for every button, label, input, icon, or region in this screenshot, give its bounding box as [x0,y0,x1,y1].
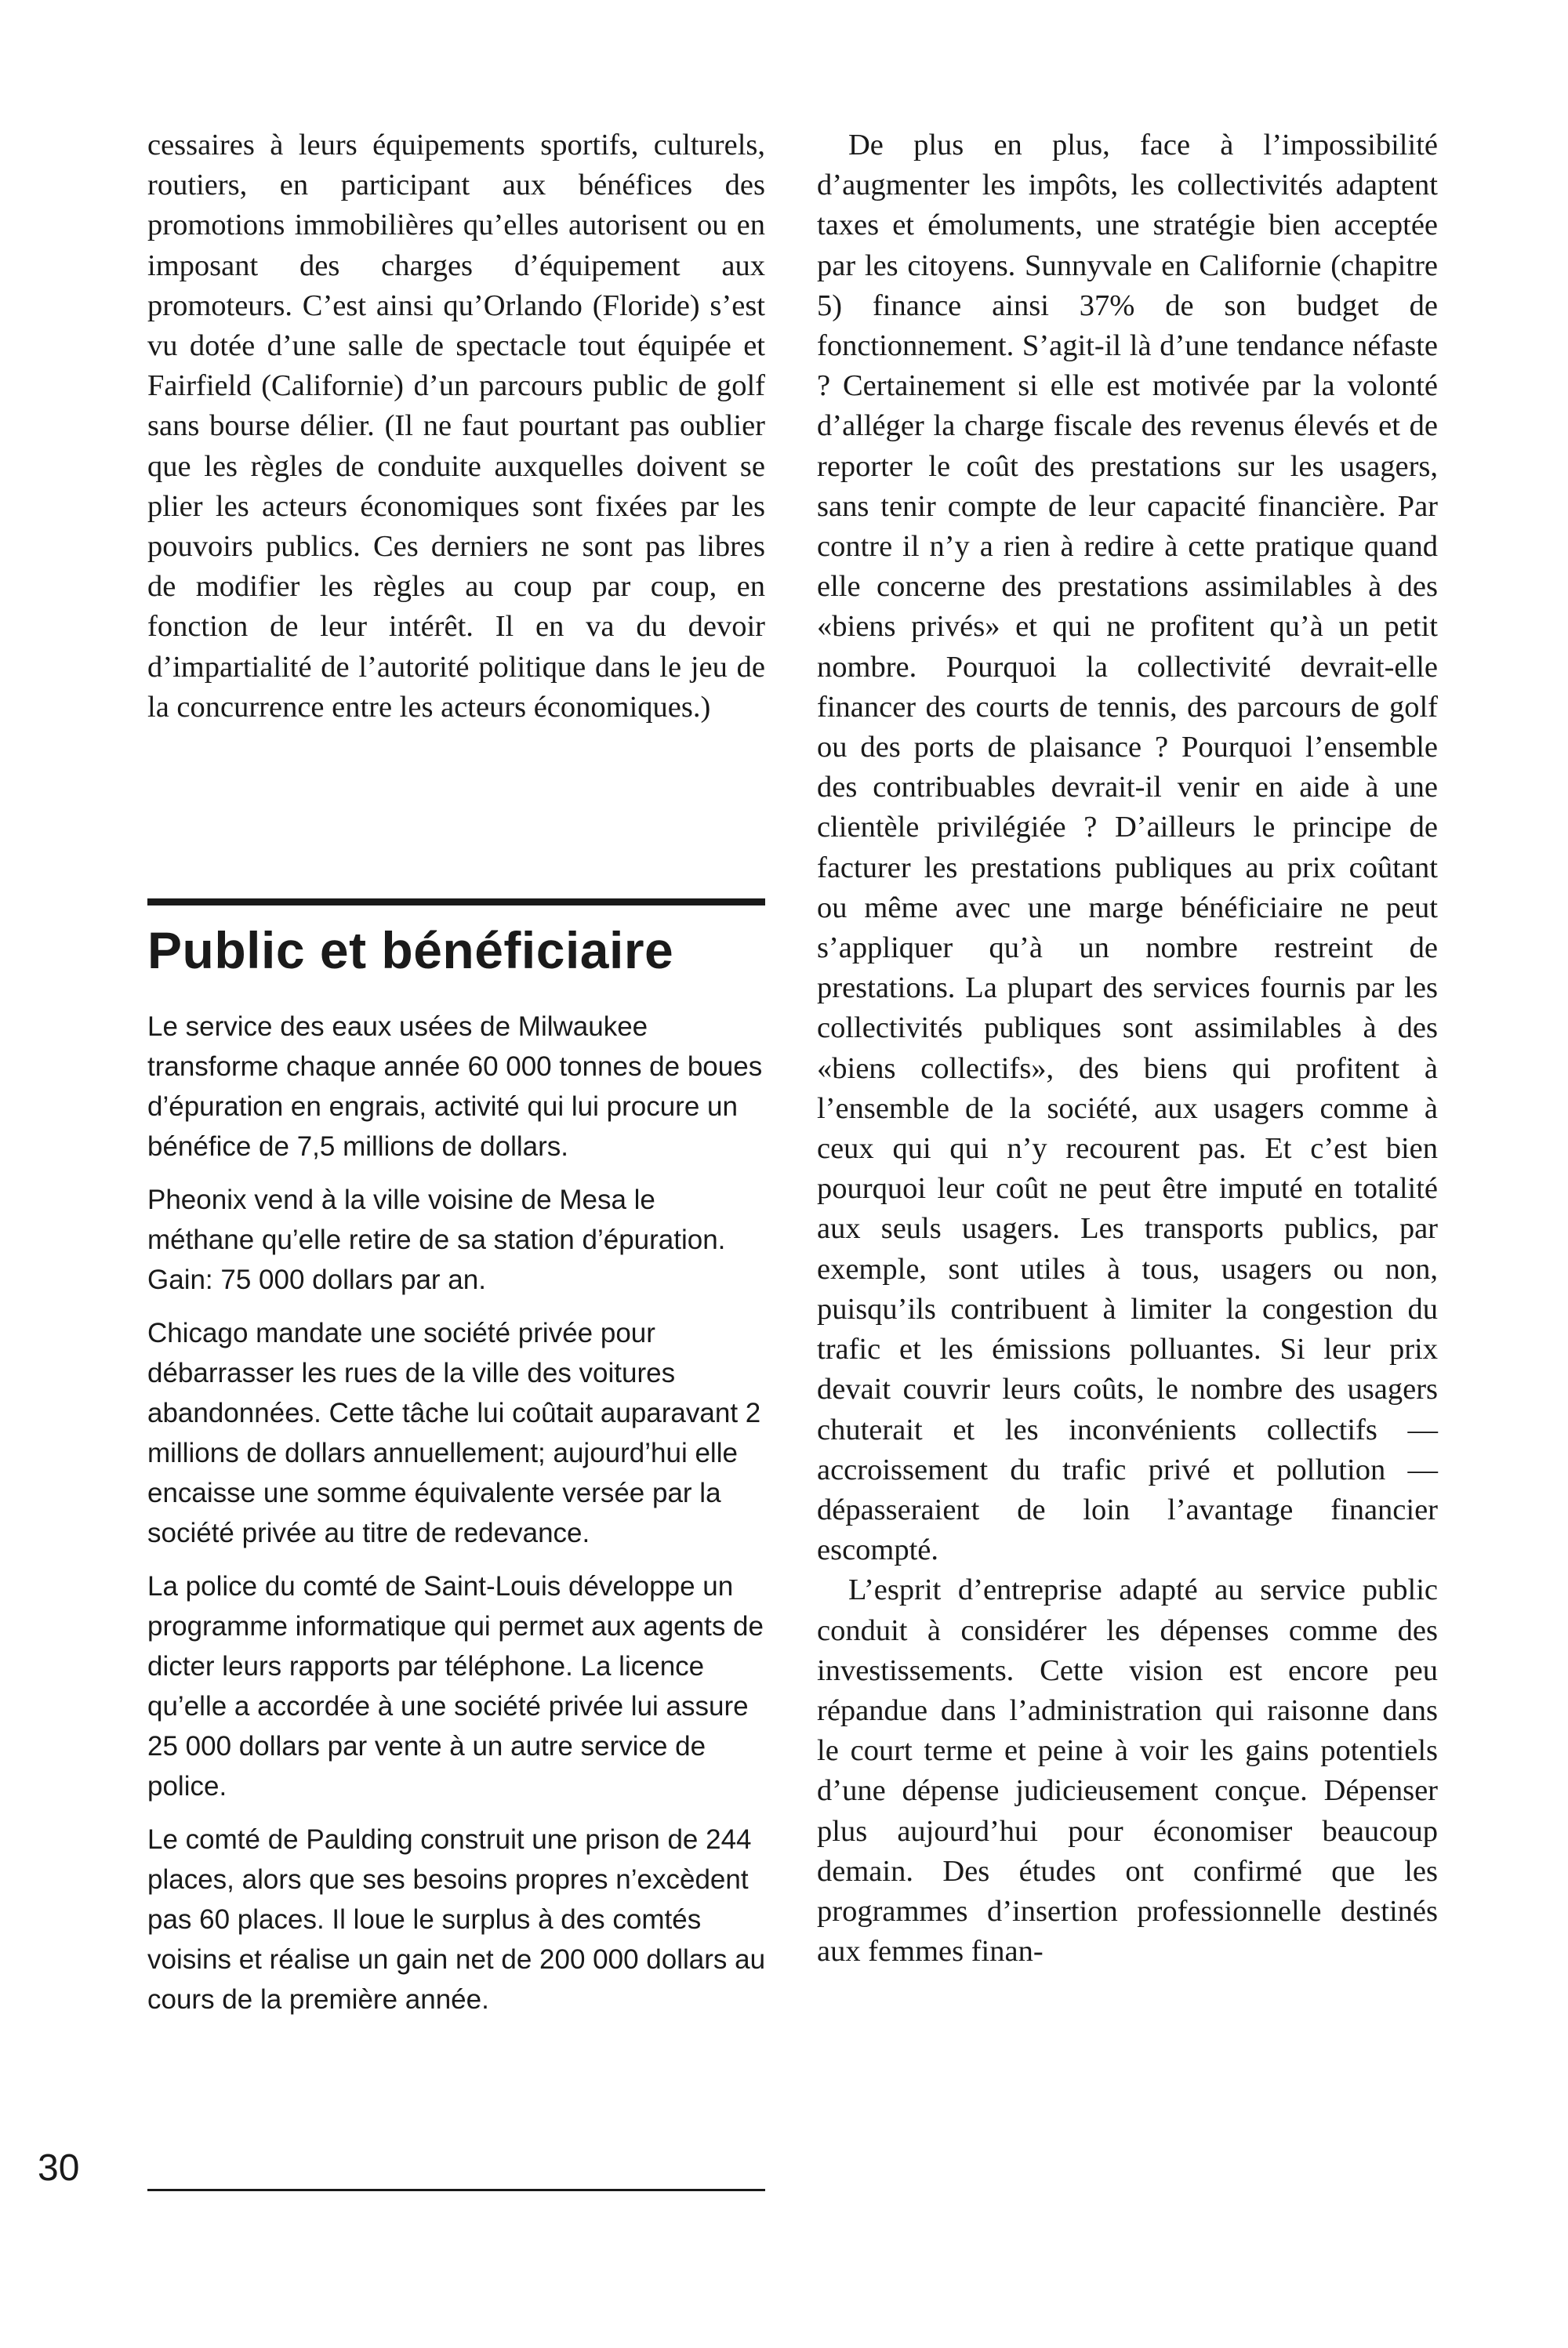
sidebar-top-rule [147,898,765,905]
body-paragraph: De plus en plus, face à l’impossibilité d’augmenter les impôts, les collectivités adaptent taxes et émoluments, une stratégie bien acceptée par les citoyens. Sunnyvale en Californie (chapitre 5) finance ainsi 37% de son budget de fonctionnement. S’agit-il là d’une tendance néfaste ? Certainement si elle est motivée par la volonté d’alléger la charge fiscale des revenus élevés et de reporter le coût des prestations sur les usagers, sans tenir compte de leur capacité financière. Par contre il n’y a rien à redire à cette pratique quand elle concerne des prestations assimilables à des «biens privés» et qui ne profitent qu’à un petit nombre. Pourquoi la collectivité devrait-elle financer des courts de tennis, des parcours de golf ou des ports de plaisance ? Pourquoi l’ensemble des contribuables devrait-il venir en aide à une clientèle privilégiée ? D’ailleurs le principe de facturer les prestations publiques au prix coûtant ou même avec une marge bénéficiaire ne peut s’appliquer qu’à un nombre restreint de prestations. La plupart des services fournis par les collectivités publiques sont assimilables à des «biens collectifs», des biens qui profitent à l’ensemble de la société, aux usagers comme à ceux qui qui n’y recourent pas. Et c’est bien pourquoi leur coût ne peut être imputé en totalité aux seuls usagers. Les transports publics, par exemple, sont utiles à tous, usagers ou non, puisqu’ils contribuent à limiter la congestion du trafic et les émissions polluantes. Si leur prix devait couvrir leurs coûts, le nombre des usagers chuterait et les inconvénients collectifs — accroissement du trafic privé et pollution — dépasseraient de loin l’avantage financier escompté. [817,129,1438,1567]
body-paragraph: cessaires à leurs équipements sportifs, culturels, routiers, en participant aux bénéfices des promotions immobilières qu’elles autorisent ou en imposant des charges d’équipement aux promoteurs. C’est ainsi qu’Orlando (Floride) s’est vu dotée d’une salle de spectacle tout équipée et Fairfield (Californie) d’un parcours public de golf sans bourse délier. (Il ne faut pourtant pas oublier que les règles de conduite auxquelles doivent se plier les acteurs économiques sont fixées par les pouvoirs publics. Ces derniers ne sont pas libres de modifier les règles au coup par coup, en fonction de leur intérêt. Il en va du devoir d’impartialité de l’autorité politique dans le jeu de la concurrence entre les acteurs économiques.) [147,129,765,724]
right-column [817,125,1438,1972]
sidebar-item: Le comté de Paulding construit une prison de 244 places, alors que ses besoins propres n’excèdent pas 60 places. Il loue le surplus à des comtés voisins et réalise un gain net de 200 000 dollars au cours de la première année. [147,1824,766,2015]
sidebar-item: Chicago mandate une société privée pour débarrasser les rues de la ville des voitures abandonnées. Cette tâche lui coûtait auparavant 2 millions de dollars annuellement; aujourd’hui elle encaisse une somme équivalente versée par la société privée au titre de redevance. [147,1318,761,1548]
sidebar-item: La police du comté de Saint-Louis développe un programme informatique qui permet aux agents de dicter leurs rapports par téléphone. La licence qu’elle a accordée à une société privée lui assure 25 000 dollars par vente à un autre service de police. [147,1571,764,1802]
sidebar-item: Le service des eaux usées de Milwaukee transforme chaque année 60 000 tonnes de boues d’épuration en engrais, activité qui lui procure un bénéfice de 7,5 millions de dollars. [147,1011,763,1162]
body-paragraph: L’esprit d’entreprise adapté au service public conduit à considérer les dépenses comme des investissements. Cette vision est encore peu répandue dans l’administration qui raisonne dans le court terme et peine à voir les gains potentiels d’une dépense judicieusement conçue. Dépenser plus aujourd’hui pour économiser beaucoup demain. Des études ont confirmé que les programmes d’insertion professionnelle destinés aux femmes finan- [817,1573,1438,1969]
sidebar-bottom-rule [147,2189,765,2191]
sidebar-item: Pheonix vend à la ville voisine de Mesa le méthane qu’elle retire de sa station d’épuration. Gain: 75 000 dollars par an. [147,1185,726,1295]
sidebar-box [147,1007,767,2033]
left-column [147,125,765,728]
sidebar-title: Public et bénéficiaire [147,921,674,979]
page-number: 30 [38,2147,80,2189]
